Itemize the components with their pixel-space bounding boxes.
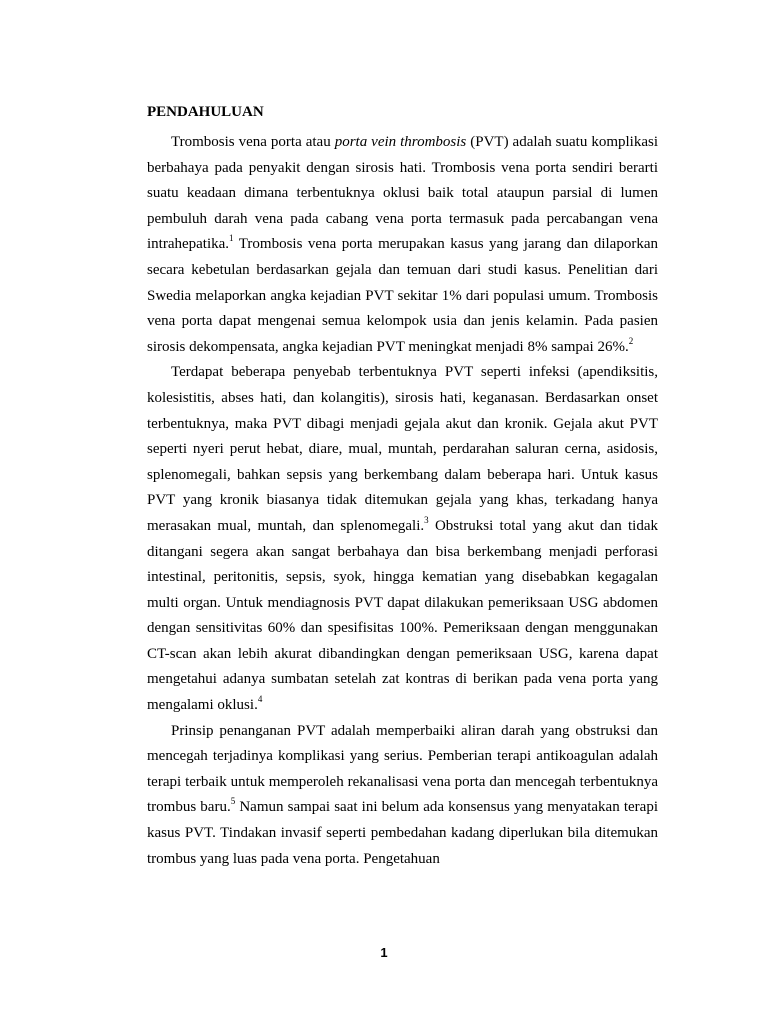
citation-superscript: 1 (229, 233, 234, 244)
document-page (147, 94, 658, 872)
text-run: Prinsip penanganan PVT adalah memperbaiki aliran darah yang obstruksi dan mencegah terjadinya komplikasi yang serius. Pemberian terapi antikoagulan adalah terapi terbaik untuk memperoleh rekanalisasi vena porta dan mencegah terbentuknya trombus baru. (147, 722, 658, 816)
paragraph (147, 130, 658, 360)
text-run: Namun sampai saat ini belum ada konsensus yang menyatakan terapi kasus PVT. Tindakan invasif seperti pembedahan kadang diperlukan bila ditemukan trombus yang luas pada vena porta. Pengetahuan (147, 799, 658, 867)
section-heading: PENDAHULUAN (147, 104, 264, 120)
text-run: Trombosis vena porta merupakan kasus yang jarang dan dilaporkan secara kebetulan berdasarkan gejala dan temuan dari studi kasus. Penelitian dari Swedia melaporkan angka kejadian PVT sekitar 1% dari populasi umum. Trombosis vena porta dapat mengenai semua kelompok usia dan jenis kelamin. Pada pasien sirosis dekompensata, angka kejadian PVT meningkat menjadi 8% sampai 26%. (147, 236, 658, 355)
page-number: 1 (380, 945, 388, 960)
citation-superscript: 3 (424, 514, 429, 525)
citation-superscript: 2 (628, 335, 634, 346)
paragraph (147, 719, 658, 873)
text-run: Terdapat beberapa penyebab terbentuknya PVT seperti infeksi (apendiksitis, kolesistitis, abses hati, dan kolangitis), sirosis hati, keganasan. Berdasarkan onset terbentuknya, maka PVT dibagi menjadi gejala akut dan kronik. Gejala akut PVT seperti nyeri perut hebat, diare, mual, muntah, perdarahan saluran cerna, asidosis, splenomegali, bahkan sepsis yang berkembang dalam beberapa hari. Untuk kasus PVT yang kronik biasanya tidak ditemukan gejala yang khas, terkadang hanya merasakan mual, muntah, dan splenomegali. (147, 364, 658, 534)
text-run: Obstruksi total yang akut dan tidak ditangani segera akan sangat berbahaya dan bisa berkembang menjadi perforasi intestinal, peritonitis, sepsis, syok, hingga kematian yang disebabkan kegagalan multi organ. Untuk mendiagnosis PVT dapat dilakukan pemeriksaan USG abdomen dengan sensitivitas 60% dan spesifisitas 100%. Pemeriksaan dengan menggunakan CT-scan akan lebih akurat dibandingkan dengan pemeriksaan USG, karena dapat mengetahui adanya sumbatan setelah zat kontras di berikan pada vena porta yang mengalami oklusi. (147, 517, 658, 714)
text-run: (PVT) adalah suatu komplikasi berbahaya pada penyakit dengan sirosis hati. Trombosis vena porta sendiri berarti suatu keadaan dimana terbentuknya oklusi baik total ataupun parsial di lumen pembuluh darah vena pada cabang vena porta termasuk pada percabangan vena intrahepatika. (147, 134, 658, 253)
citation-superscript: 5 (230, 796, 236, 807)
body-text (147, 130, 658, 872)
paragraph (147, 360, 658, 718)
text-run: Trombosis vena porta atau (171, 134, 335, 150)
citation-superscript: 4 (257, 694, 263, 705)
italic-term: porta vein thrombosis (334, 134, 467, 150)
